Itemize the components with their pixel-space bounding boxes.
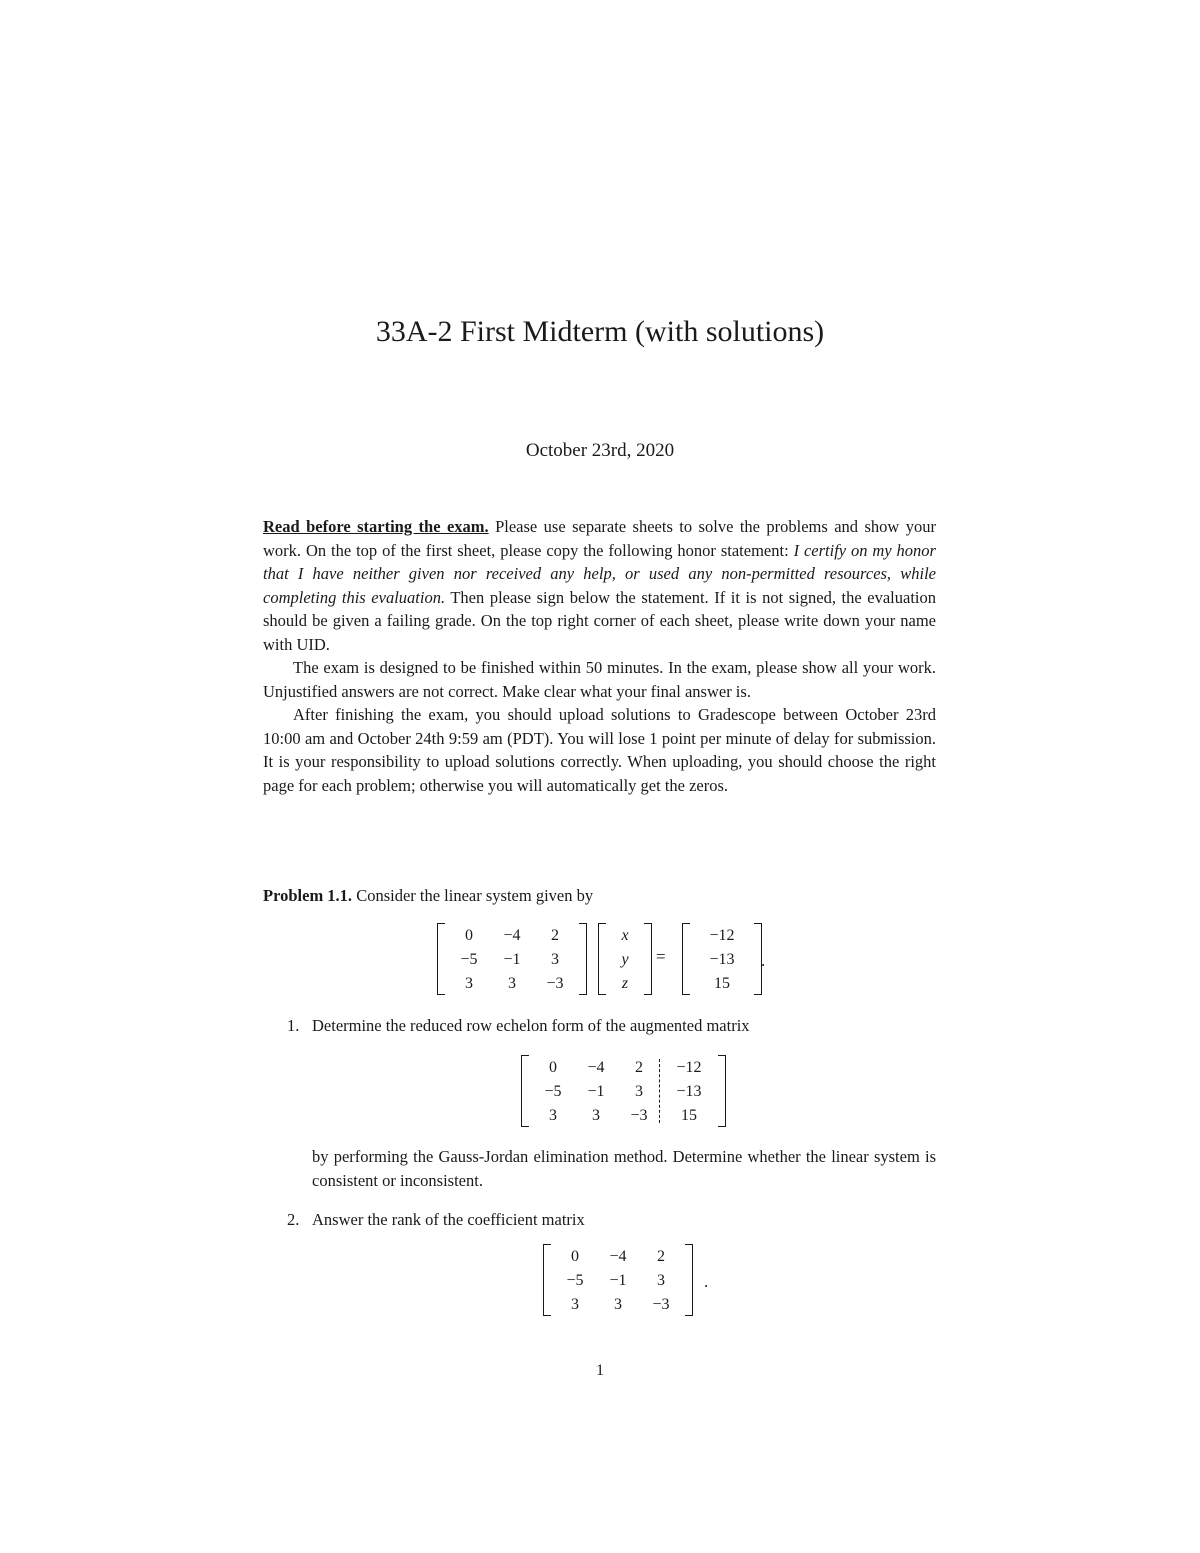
matrix-entry: −4 [609, 1247, 627, 1265]
matrix-entry: 2 [635, 1058, 643, 1076]
instructions-text-b: Then please sign below the statement. If it is not signed, the evaluation should be given a failing grade. On the top right corner of each sheet, please write down your name with UID. [263, 587, 936, 654]
variable-vector [598, 923, 652, 995]
matrix-entry: 0 [549, 1058, 557, 1076]
instructions-text-a: Please use separate sheets to solve the problems and show your work. On the top of the first sheet, please copy the following honor statement: [263, 517, 936, 560]
constant-entry: −12 [709, 926, 735, 944]
matrix-entry: 3 [614, 1295, 622, 1313]
page-title: 33A-2 First Midterm (with solutions) [375, 315, 825, 348]
constant-entry: −13 [709, 950, 735, 968]
constant-vector [682, 923, 762, 995]
page-number: 1 [596, 1362, 604, 1379]
left-bracket [437, 923, 445, 995]
variable-z: z [621, 974, 629, 992]
right-bracket [718, 1055, 726, 1127]
constant-entry: −12 [676, 1058, 702, 1076]
matrix-entry: −4 [587, 1058, 605, 1076]
matrix-entry: −1 [503, 950, 521, 968]
instructions [263, 515, 936, 797]
matrix-entry: 0 [571, 1247, 579, 1265]
honor-statement: I certify on my honor that I have neither given nor received any help, or used any non-permitted resources, while completing this evaluation. [263, 540, 936, 607]
left-bracket [521, 1055, 529, 1127]
matrix-entry: −1 [587, 1082, 605, 1100]
problem-intro: Consider the linear system given by [352, 886, 594, 905]
rank-period: . [704, 1272, 709, 1291]
variable-y: y [621, 950, 629, 968]
part1-text: Determine the reduced row echelon form of the augmented matrix [312, 1016, 750, 1035]
equation-period: . [761, 951, 766, 970]
matrix-entry: 2 [551, 926, 559, 944]
matrix-entry: 3 [592, 1106, 600, 1124]
matrix-entry: −5 [566, 1271, 584, 1289]
matrix-entry: 0 [465, 926, 473, 944]
part1-number: 1. [287, 1016, 300, 1035]
matrix-entry: −5 [460, 950, 478, 968]
problem-heading [263, 884, 593, 908]
left-bracket [682, 923, 690, 995]
constant-entry: 15 [714, 974, 730, 992]
left-bracket [543, 1244, 551, 1316]
part2-number: 2. [287, 1210, 300, 1229]
instructions-paragraph-3: After finishing the exam, you should upload solutions to Gradescope between October 23rd 10:00 am and October 24th 9:59 am (PDT). You will lose 1 point per minute of delay for submission. It is your responsibility to upload solutions correctly. When uploading, you should choose the right page for each problem; otherwise you will automatically get the zeros. [263, 705, 936, 795]
matrix-entry: 3 [549, 1106, 557, 1124]
matrix-entry: −3 [630, 1106, 648, 1124]
matrix-entry: 2 [657, 1247, 665, 1265]
rank-coefficient-matrix [543, 1244, 693, 1316]
matrix-entry: −3 [652, 1295, 670, 1313]
instructions-lead: Read before starting the exam. [263, 517, 489, 536]
matrix-entry: 3 [571, 1295, 579, 1313]
part2-text: Answer the rank of the coefficient matrix [312, 1210, 585, 1229]
right-bracket [644, 923, 652, 995]
matrix-entry: −4 [503, 926, 521, 944]
coefficient-matrix [437, 923, 587, 995]
problem-label: Problem 1.1. [263, 886, 353, 905]
part1-after: by performing the Gauss-Jordan elimination method. Determine whether the linear system is consistent or inconsistent. [312, 1147, 936, 1190]
matrix-entry: −5 [544, 1082, 562, 1100]
right-bracket [579, 923, 587, 995]
left-bracket [598, 923, 606, 995]
right-bracket [685, 1244, 693, 1316]
matrix-entry: −3 [546, 974, 564, 992]
matrix-entry: 3 [465, 974, 473, 992]
instructions-paragraph-1 [263, 515, 936, 656]
exam-date: October 23rd, 2020 [525, 440, 675, 461]
augmented-matrix [521, 1055, 726, 1127]
matrix-entry: 3 [551, 950, 559, 968]
constant-entry: 15 [681, 1106, 697, 1124]
equals-sign: = [656, 947, 666, 966]
matrix-entry: 3 [508, 974, 516, 992]
matrix-entry: −1 [609, 1271, 627, 1289]
matrix-entry: 3 [657, 1271, 665, 1289]
variable-x: x [621, 926, 629, 944]
matrix-entry: 3 [635, 1082, 643, 1100]
instructions-paragraph-2: The exam is designed to be finished within 50 minutes. In the exam, please show all your work. Unjustified answers are not correct. Make clear what your final answer is. [263, 658, 936, 701]
constant-entry: −13 [676, 1082, 702, 1100]
